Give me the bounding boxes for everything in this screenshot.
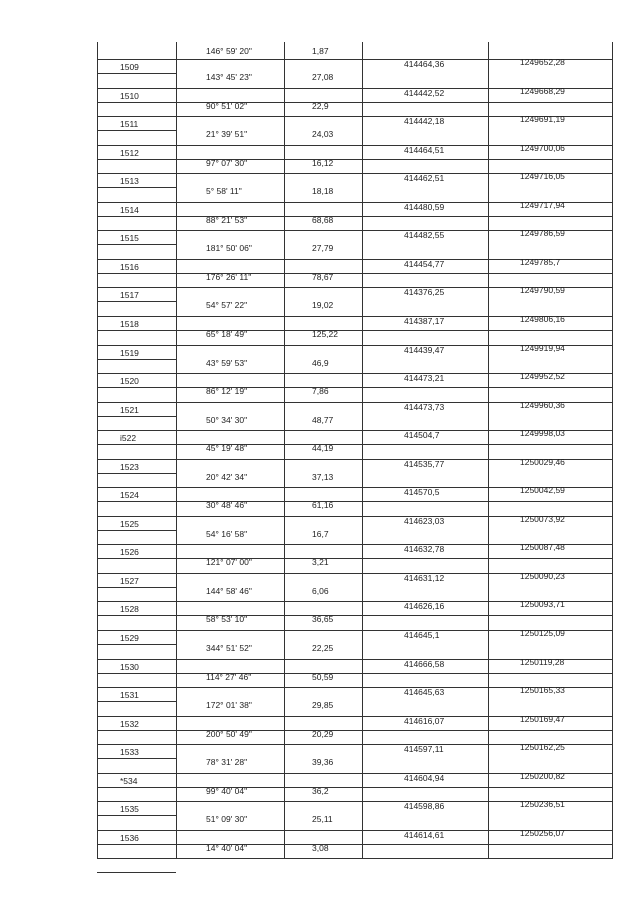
row-rule xyxy=(97,558,613,559)
x-coordinate: 414473,73 xyxy=(404,402,445,412)
y-coordinate: 1249806,16 xyxy=(520,314,565,324)
x-coordinate: 414645,1 xyxy=(404,630,440,640)
row-rule xyxy=(97,673,613,674)
point-number: 1535 xyxy=(120,804,139,814)
segment-distance: 36,65 xyxy=(312,614,334,624)
x-coordinate: 414376,25 xyxy=(404,287,445,297)
direction-angle: 54° 16' 58" xyxy=(206,529,248,539)
row-rule xyxy=(97,244,176,245)
segment-distance: 29,85 xyxy=(312,700,334,710)
y-coordinate: 1249716,05 xyxy=(520,171,565,181)
row-rule xyxy=(97,444,613,445)
column-rule xyxy=(488,42,489,858)
x-coordinate: 414616,07 xyxy=(404,716,445,726)
x-coordinate: 414604,94 xyxy=(404,773,445,783)
segment-distance: 3,21 xyxy=(312,557,329,567)
y-coordinate: 1249790,59 xyxy=(520,285,565,295)
point-number: *534 xyxy=(120,776,138,786)
row-rule xyxy=(97,530,176,531)
y-coordinate: 1249700,06 xyxy=(520,143,565,153)
direction-angle: 172° 01' 38" xyxy=(206,700,252,710)
segment-distance: 3,08 xyxy=(312,843,329,853)
direction-angle: 99° 40' 04" xyxy=(206,786,248,796)
point-number: 1513 xyxy=(120,176,139,186)
segment-distance: 50,59 xyxy=(312,672,334,682)
x-coordinate: 414614,61 xyxy=(404,830,445,840)
y-coordinate: 1250165,33 xyxy=(520,685,565,695)
row-rule xyxy=(97,273,613,274)
x-coordinate: 414597,11 xyxy=(404,744,444,754)
x-coordinate: 414480,59 xyxy=(404,202,445,212)
x-coordinate: 414631,12 xyxy=(404,573,445,583)
column-rule xyxy=(176,42,177,858)
first-angle: 146° 59' 20" xyxy=(206,46,252,56)
segment-distance: 6,06 xyxy=(312,586,329,596)
row-rule xyxy=(97,187,176,188)
point-number: 1511 xyxy=(120,119,139,129)
direction-angle: 121° 07' 00" xyxy=(206,557,252,567)
row-rule xyxy=(97,359,176,360)
row-rule xyxy=(97,758,176,759)
y-coordinate: 1249960,36 xyxy=(520,400,565,410)
row-rule xyxy=(97,102,613,103)
point-number: 1527 xyxy=(120,576,139,586)
segment-distance: 36,2 xyxy=(312,786,329,796)
y-coordinate: 1250090,23 xyxy=(520,571,565,581)
point-number: 1528 xyxy=(120,604,139,614)
y-coordinate: 1249717,94 xyxy=(520,200,565,210)
segment-distance: 27,08 xyxy=(312,72,334,82)
y-coordinate: 1249668,29 xyxy=(520,86,565,96)
direction-angle: 20° 42' 34" xyxy=(206,472,248,482)
segment-distance: 22,9 xyxy=(312,101,329,111)
y-coordinate: 1249998,03 xyxy=(520,428,565,438)
direction-angle: 86° 12' 19" xyxy=(206,386,248,396)
point-number: 1514 xyxy=(120,205,139,215)
x-coordinate: 414504,7 xyxy=(404,430,440,440)
direction-angle: 200° 50' 49" xyxy=(206,729,252,739)
point-number: 1524 xyxy=(120,490,139,500)
point-number: 1532 xyxy=(120,719,139,729)
row-rule xyxy=(97,815,176,816)
segment-distance: 48,77 xyxy=(312,415,334,425)
direction-angle: 344° 51' 52" xyxy=(206,643,252,653)
row-rule xyxy=(97,473,176,474)
row-rule xyxy=(97,787,613,788)
y-coordinate: 1250093,71 xyxy=(520,599,565,609)
point-number: 1509 xyxy=(120,62,139,72)
row-rule xyxy=(97,644,176,645)
segment-distance: 22,25 xyxy=(312,643,334,653)
direction-angle: 30° 48' 46" xyxy=(206,500,248,510)
x-coordinate: 414439,47 xyxy=(404,345,445,355)
point-number: i522 xyxy=(120,433,137,443)
point-number: 1533 xyxy=(120,747,139,757)
column-rule xyxy=(284,42,285,858)
point-number: 1510 xyxy=(120,91,139,101)
x-coordinate: 414645,63 xyxy=(404,687,445,697)
row-rule xyxy=(97,301,176,302)
segment-distance: 61,16 xyxy=(312,500,334,510)
row-rule xyxy=(97,615,613,616)
y-coordinate: 1250256,07 xyxy=(520,828,565,838)
x-coordinate: 414462,51 xyxy=(404,173,445,183)
segment-distance: 16,12 xyxy=(312,158,334,168)
y-coordinate: 1249652,28 xyxy=(520,57,565,67)
x-coordinate: 414632,78 xyxy=(404,544,445,554)
direction-angle: 43° 59' 53" xyxy=(206,358,248,368)
row-rule xyxy=(97,416,176,417)
y-coordinate: 1250125,09 xyxy=(520,628,565,638)
row-rule xyxy=(97,387,613,388)
row-rule xyxy=(97,159,613,160)
x-coordinate: 414454,77 xyxy=(404,259,445,269)
direction-angle: 78° 31' 28" xyxy=(206,757,248,767)
point-number: 1531 xyxy=(120,690,139,700)
x-coordinate: 414442,18 xyxy=(404,116,445,126)
direction-angle: 114° 27' 46" xyxy=(206,672,252,682)
segment-distance: 27,79 xyxy=(312,243,334,253)
point-number: 1530 xyxy=(120,662,139,672)
segment-distance: 20,29 xyxy=(312,729,334,739)
point-number: 1516 xyxy=(120,262,139,272)
direction-angle: 97° 07' 30" xyxy=(206,158,248,168)
direction-angle: 51° 09' 30" xyxy=(206,814,248,824)
point-number: 1520 xyxy=(120,376,139,386)
direction-angle: 65° 18' 49" xyxy=(206,329,248,339)
y-coordinate: 1250073,92 xyxy=(520,514,565,524)
row-rule xyxy=(97,701,176,702)
point-number: 1529 xyxy=(120,633,139,643)
row-rule xyxy=(97,872,176,873)
segment-distance: 125,22 xyxy=(312,329,338,339)
y-coordinate: 1250029,46 xyxy=(520,457,565,467)
segment-distance: 25,11 xyxy=(312,814,333,824)
point-number: 1536 xyxy=(120,833,139,843)
row-rule xyxy=(97,216,613,217)
y-coordinate: 1250169,47 xyxy=(520,714,565,724)
segment-distance: 18,18 xyxy=(312,186,334,196)
y-coordinate: 1249691,19 xyxy=(520,114,565,124)
segment-distance: 78,67 xyxy=(312,272,334,282)
segment-distance: 44,19 xyxy=(312,443,334,453)
column-rule xyxy=(97,42,98,858)
row-rule xyxy=(97,858,613,859)
direction-angle: 176° 26' 11" xyxy=(206,272,252,282)
row-rule xyxy=(97,844,613,845)
direction-angle: 54° 57' 22" xyxy=(206,300,248,310)
y-coordinate: 1250087,48 xyxy=(520,542,565,552)
row-rule xyxy=(97,330,613,331)
row-rule xyxy=(97,73,176,74)
segment-distance: 37,13 xyxy=(312,472,334,482)
segment-distance: 19,02 xyxy=(312,300,334,310)
row-rule xyxy=(97,501,613,502)
point-number: 1526 xyxy=(120,547,139,557)
direction-angle: 143° 45' 23" xyxy=(206,72,252,82)
column-rule xyxy=(362,42,363,858)
x-coordinate: 414666,58 xyxy=(404,659,445,669)
segment-distance: 16,7 xyxy=(312,529,329,539)
segment-distance: 46,9 xyxy=(312,358,329,368)
x-coordinate: 414598,86 xyxy=(404,801,445,811)
point-number: 1519 xyxy=(120,348,139,358)
x-coordinate: 414570,5 xyxy=(404,487,440,497)
point-number: 1518 xyxy=(120,319,139,329)
x-coordinate: 414473,21 xyxy=(404,373,445,383)
x-coordinate: 414626,16 xyxy=(404,601,445,611)
segment-distance: 7,86 xyxy=(312,386,329,396)
row-rule xyxy=(97,730,613,731)
direction-angle: 58° 53' 10" xyxy=(206,614,248,624)
y-coordinate: 1250200,82 xyxy=(520,771,565,781)
y-coordinate: 1249919,94 xyxy=(520,343,565,353)
direction-angle: 50° 34' 30" xyxy=(206,415,248,425)
direction-angle: 21° 39' 51" xyxy=(206,129,248,139)
column-rule xyxy=(612,42,613,858)
x-coordinate: 414464,36 xyxy=(404,59,445,69)
point-number: 1515 xyxy=(120,233,139,243)
segment-distance: 68,68 xyxy=(312,215,334,225)
x-coordinate: 414623,03 xyxy=(404,516,445,526)
x-coordinate: 414387,17 xyxy=(404,316,445,326)
direction-angle: 5° 58' 11" xyxy=(206,186,242,196)
segment-distance: 39,36 xyxy=(312,757,334,767)
segment-distance: 24,03 xyxy=(312,129,334,139)
point-number: 1523 xyxy=(120,462,139,472)
direction-angle: 14° 40' 04" xyxy=(206,843,248,853)
direction-angle: 45° 19' 48" xyxy=(206,443,248,453)
y-coordinate: 1249952,52 xyxy=(520,371,565,381)
point-number: 1517 xyxy=(120,290,139,300)
y-coordinate: 1249785,7 xyxy=(520,257,561,267)
row-rule xyxy=(97,587,176,588)
x-coordinate: 414464,51 xyxy=(404,145,445,155)
point-number: 1525 xyxy=(120,519,139,529)
x-coordinate: 414482,55 xyxy=(404,230,445,240)
x-coordinate: 414535,77 xyxy=(404,459,445,469)
direction-angle: 181° 50' 06" xyxy=(206,243,252,253)
direction-angle: 144° 58' 46" xyxy=(206,586,252,596)
y-coordinate: 1249786,59 xyxy=(520,228,565,238)
point-number: 1521 xyxy=(120,405,139,415)
y-coordinate: 1250162,25 xyxy=(520,742,565,752)
first-distance: 1,87 xyxy=(312,46,329,56)
y-coordinate: 1250119,28 xyxy=(520,657,565,667)
direction-angle: 90° 51' 02" xyxy=(206,101,248,111)
direction-angle: 88° 21' 53" xyxy=(206,215,248,225)
point-number: 1512 xyxy=(120,148,139,158)
y-coordinate: 1250042,59 xyxy=(520,485,565,495)
y-coordinate: 1250236,51 xyxy=(520,799,565,809)
row-rule xyxy=(97,130,176,131)
x-coordinate: 414442,52 xyxy=(404,88,445,98)
